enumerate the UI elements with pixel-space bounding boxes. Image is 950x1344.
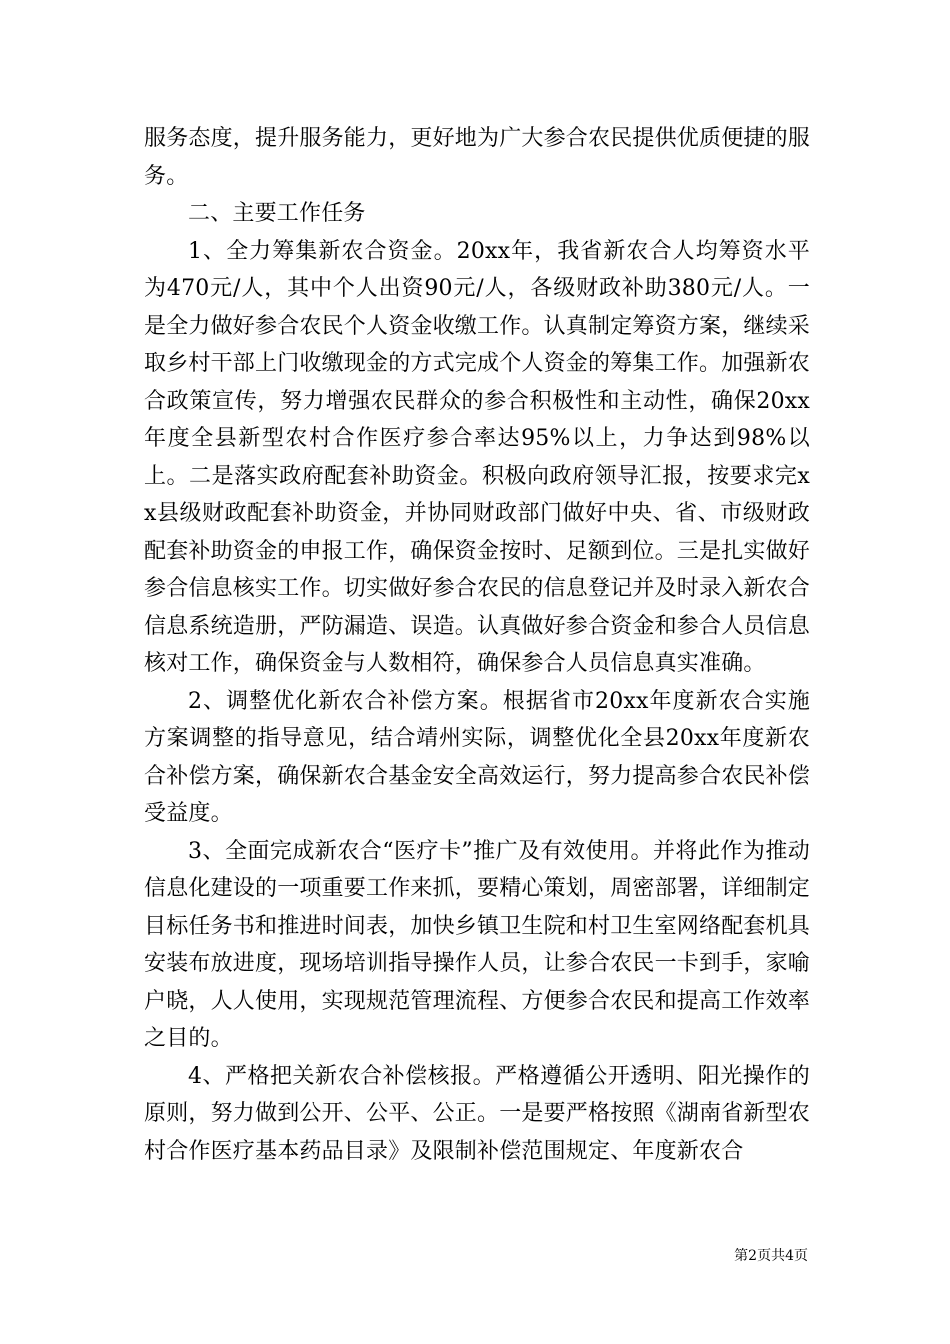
page-footer: 第2页共4页 [734,1248,808,1264]
paragraph-1: 服务态度，提升服务能力，更好地为广大参合农民提供优质便捷的服务。 [144,126,811,189]
paragraph-5: 4、严格把关新农合补偿核报。严格遵循公开透明、阳光操作的原则，努力做到公开、公平、公正。一是要严格按照《湖南省新型农村合作医疗基本药品目录》及限制补偿范围规定、年度新农合 [144,1063,811,1164]
paragraph-2: 1、全力筹集新农合资金。20xx年，我省新农合人均筹资水平为470元/人，其中个人出资90元/人，各级财政补助380元/人。一是全力做好参合农民个人资金收缴工作。认真制定筹资方案，继续采取乡村干部上门收缴现金的方式完成个人资金的筹集工作。加强新农合政策宣传，努力增强农民群众的参合积极性和主动性，确保20xx年度全县新型农村合作医疗参合率达95%以上，力争达到98%以上。二是落实政府配套补助资金。积极向政府领导汇报，按要求完xx县级财政配套补助资金，并协同财政部门做好中央、省、市级财政配套补助资金的申报工作，确保资金按时、足额到位。三是扎实做好参合信息核实工作。切实做好参合农民的信息登记并及时录入新农合信息系统造册，严防漏造、误造。认真做好参合资金和参合人员信息核对工作，确保资金与人数相符，确保参合人员信息真实准确。 [144,238,811,676]
paragraph-3: 2、调整优化新农合补偿方案。根据省市20xx年度新农合实施方案调整的指导意见，结合靖州实际，调整优化全县20xx年度新农合补偿方案，确保新农合基金安全高效运行，努力提高参合农民补偿受益度。 [144,688,811,826]
document-body [144,120,810,1170]
section-heading: 二、主要工作任务 [188,201,366,226]
paragraph-4: 3、全面完成新农合“医疗卡”推广及有效使用。并将此作为推动信息化建设的一项重要工作来抓，要精心策划，周密部署，详细制定目标任务书和推进时间表，加快乡镇卫生院和村卫生室网络配套机具安装布放进度，现场培训指导操作人员，让参合农民一卡到手，家喻户晓，人人使用，实现规范管理流程、方便参合农民和提高工作效率之目的。 [144,838,811,1051]
